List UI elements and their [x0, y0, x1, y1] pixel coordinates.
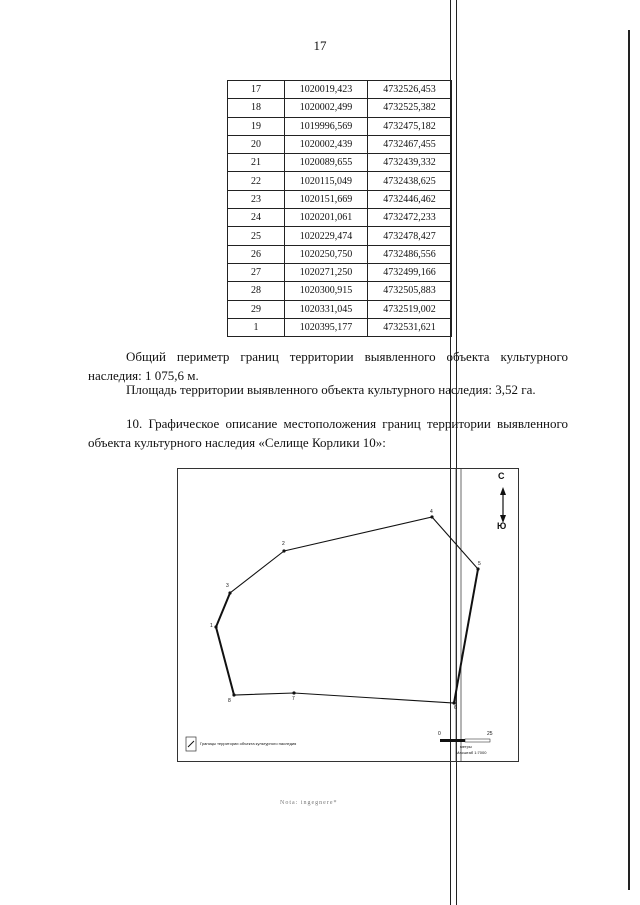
section-10-paragraph: 10. Графическое описание местоположения границ территории выявленного объекта культурного наследия «Селище Корлики 10»: [88, 416, 568, 450]
point-label: 5 [478, 561, 481, 567]
table-row [228, 227, 452, 245]
legend-text: Границы территории объекта культурного наследия [200, 741, 297, 746]
y-coordinate-cell: 4732439,332 [368, 154, 452, 172]
scale-start-label: 0 [438, 731, 441, 737]
table-row [228, 190, 452, 208]
point-number-cell: 26 [228, 245, 285, 263]
point-number-cell: 24 [228, 209, 285, 227]
x-coordinate-cell: 1020019,423 [285, 81, 368, 99]
point-number-cell: 21 [228, 154, 285, 172]
x-coordinate-cell: 1020271,250 [285, 263, 368, 281]
point-label: 8 [228, 698, 231, 704]
page-edge-line [628, 30, 630, 890]
y-coordinate-cell: 4732505,883 [368, 282, 452, 300]
x-coordinate-cell: 1020300,915 [285, 282, 368, 300]
y-coordinate-cell: 4732525,382 [368, 99, 452, 117]
point-label: 7 [292, 696, 295, 702]
page-number: 17 [313, 38, 327, 53]
point-number-cell: 20 [228, 135, 285, 153]
scale-end-label: 25 [487, 731, 493, 737]
point-number-cell: 23 [228, 190, 285, 208]
table-row [228, 209, 452, 227]
point-label: 1 [210, 623, 213, 629]
table-row [228, 154, 452, 172]
x-coordinate-cell: 1020151,669 [285, 190, 368, 208]
compass-south-label: Ю [497, 521, 507, 531]
x-coordinate-cell: 1020002,499 [285, 99, 368, 117]
point-number-cell: 25 [228, 227, 285, 245]
table-row [228, 282, 452, 300]
binding-line [456, 0, 457, 905]
y-coordinate-cell: 4732446,462 [368, 190, 452, 208]
y-coordinate-cell: 4732499,166 [368, 263, 452, 281]
y-coordinate-cell: 4732531,621 [368, 318, 452, 336]
y-coordinate-cell: 4732438,625 [368, 172, 452, 190]
y-coordinate-cell: 4732467,455 [368, 135, 452, 153]
x-coordinate-cell: 1020250,750 [285, 245, 368, 263]
table-row [228, 172, 452, 190]
point-number-cell: 22 [228, 172, 285, 190]
point-label: 4 [430, 509, 433, 515]
x-coordinate-cell: 1020201,061 [285, 209, 368, 227]
y-coordinate-cell: 4732519,002 [368, 300, 452, 318]
point-number-cell: 1 [228, 318, 285, 336]
x-coordinate-cell: 1019996,569 [285, 117, 368, 135]
y-coordinate-cell: 4732526,453 [368, 81, 452, 99]
table-row [228, 81, 452, 99]
point-number-cell: 27 [228, 263, 285, 281]
boundary-map [177, 468, 519, 762]
map-drawing [178, 469, 518, 761]
table-row [228, 117, 452, 135]
point-number-cell: 28 [228, 282, 285, 300]
y-coordinate-cell: 4732478,427 [368, 227, 452, 245]
x-coordinate-cell: 1020089,655 [285, 154, 368, 172]
coordinates-table [227, 80, 452, 337]
scale-ratio-label: Масштаб 1:7000 [456, 750, 487, 755]
x-coordinate-cell: 1020229,474 [285, 227, 368, 245]
y-coordinate-cell: 4732486,556 [368, 245, 452, 263]
table-row [228, 300, 452, 318]
scale-unit-label: метры [460, 744, 472, 749]
x-coordinate-cell: 1020395,177 [285, 318, 368, 336]
table-row [228, 245, 452, 263]
table-row [228, 99, 452, 117]
table-row [228, 263, 452, 281]
x-coordinate-cell: 1020002,439 [285, 135, 368, 153]
y-coordinate-cell: 4732475,182 [368, 117, 452, 135]
point-label: 6 [454, 705, 457, 711]
point-number-cell: 17 [228, 81, 285, 99]
point-label: 3 [226, 583, 229, 589]
area-paragraph: Площадь территории выявленного объекта культурного наследия: 3,52 га. [126, 382, 536, 397]
y-coordinate-cell: 4732472,233 [368, 209, 452, 227]
table-row [228, 135, 452, 153]
x-coordinate-cell: 1020115,049 [285, 172, 368, 190]
point-number-cell: 18 [228, 99, 285, 117]
x-coordinate-cell: 1020331,045 [285, 300, 368, 318]
point-number-cell: 19 [228, 117, 285, 135]
footer-scribble: Nota: ingegnere* [280, 800, 338, 806]
boundary-polygon [216, 517, 478, 703]
point-number-cell: 29 [228, 300, 285, 318]
table-row [228, 318, 452, 336]
point-label: 2 [282, 541, 285, 547]
compass-north-label: С [498, 471, 505, 481]
perimeter-paragraph: Общий периметр границ территории выявленного объекта культурного наследия: 1 075,6 м. [88, 349, 568, 383]
